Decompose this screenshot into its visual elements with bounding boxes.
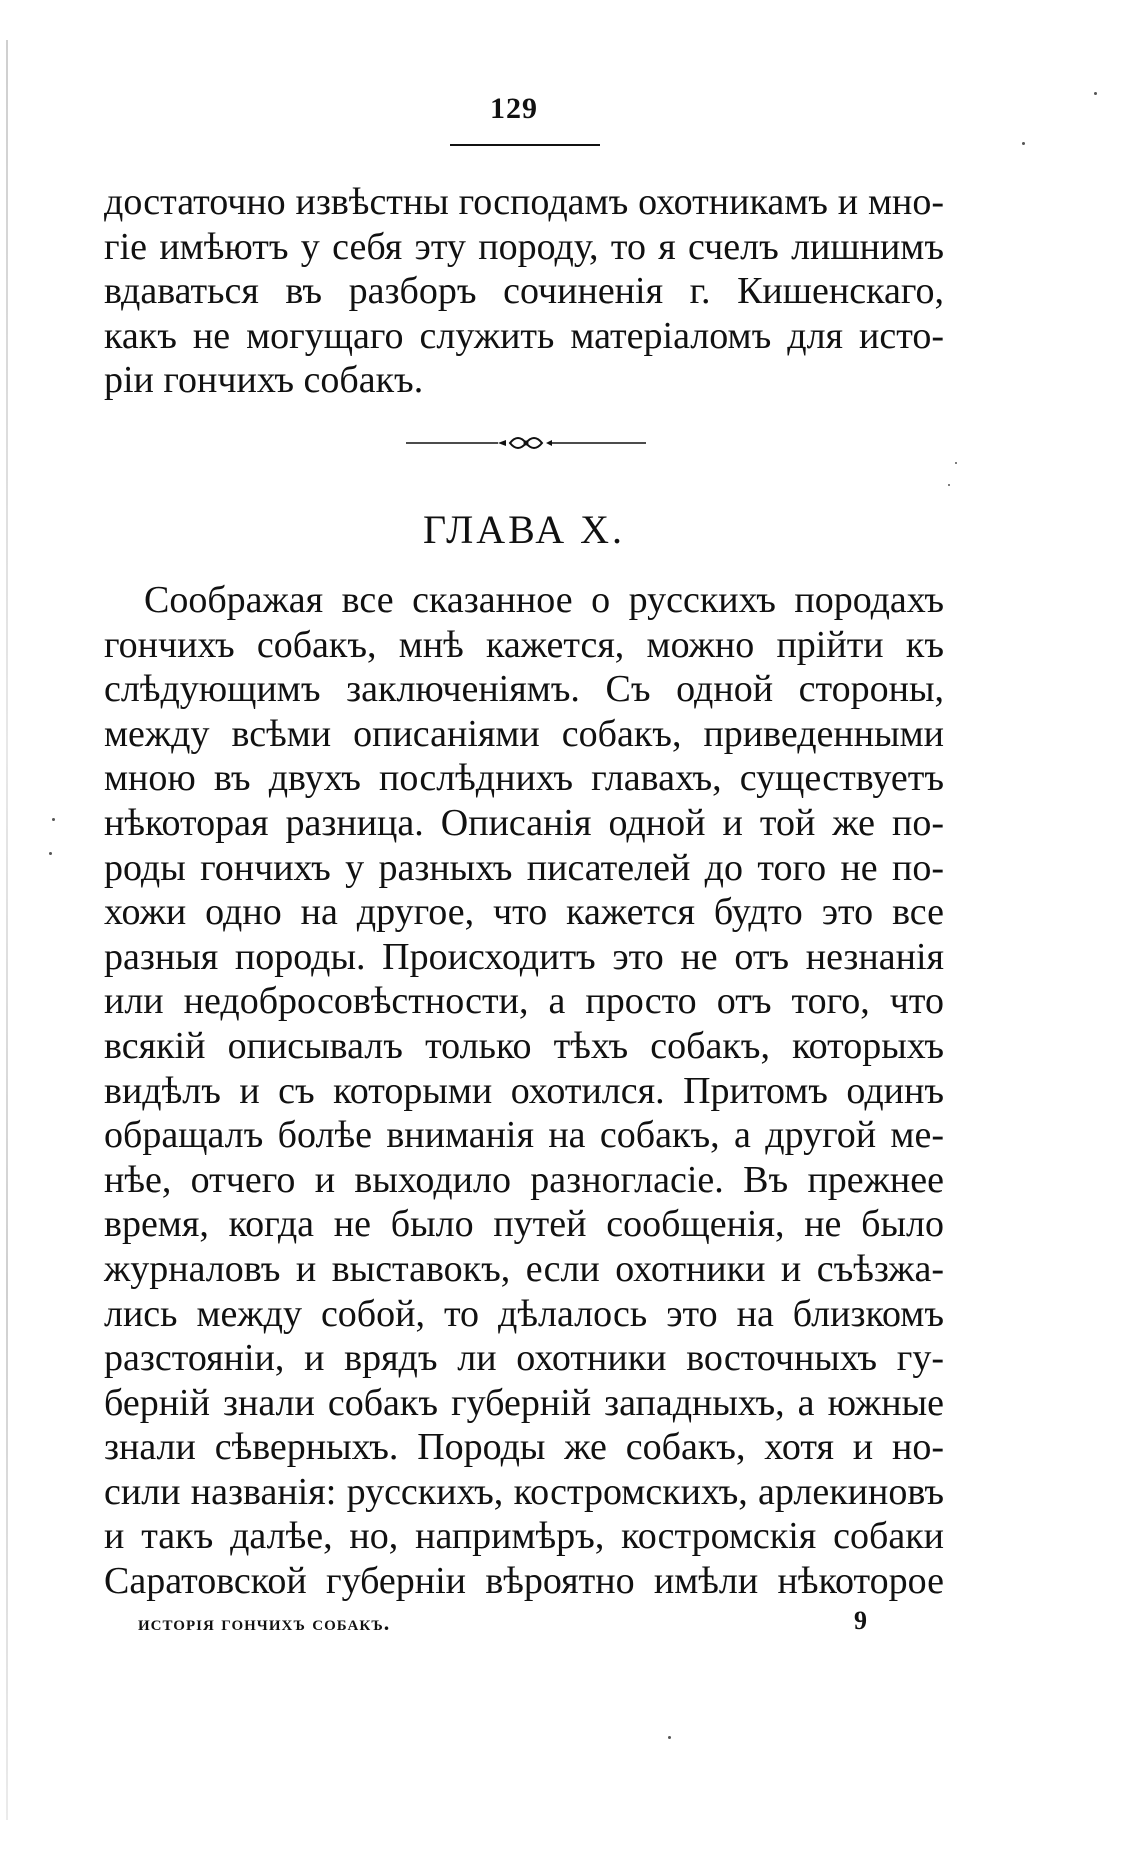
text-line: видѣлъ и съ которыми охотился. Притомъ одинъ [104, 1069, 944, 1112]
text-line: сили названія: русскихъ, костромскихъ, арлекиновъ [104, 1470, 944, 1513]
text-line: или недобросовѣстности, а просто отъ того, что [104, 980, 944, 1023]
continued-paragraph [104, 180, 944, 403]
scan-speck [1094, 92, 1097, 95]
text-line: обращалъ болѣе вниманія на собакъ, а другой ме- [104, 1114, 944, 1157]
text-line: между всѣми описаніями собакъ, приведенными [104, 712, 944, 755]
page-number-rule [450, 144, 600, 146]
page-edge-shadow [6, 40, 8, 1820]
text-line: и такъ далѣе, но, напримѣръ, костромскія собаки [104, 1515, 944, 1558]
text-line: вдаваться въ разборъ сочиненія г. Кишенскаго, [104, 270, 944, 313]
chapter-title: ГЛАВА X. [422, 507, 626, 552]
text-line: берній знали собакъ губерній западныхъ, а южные [104, 1381, 944, 1424]
text-line: хожи одно на другое, что кажется будто это все [104, 891, 944, 934]
text-line: время, когда не было путей сообщенія, не было [104, 1203, 944, 1246]
text-line: гіе имѣютъ у себя эту породу, то я счелъ лишнимъ [104, 225, 944, 268]
text-line: мною въ двухъ послѣднихъ главахъ, существуетъ [104, 757, 944, 800]
text-line: нѣкоторая разница. Описанія одной и той же по- [104, 801, 944, 844]
text-line: ріи гончихъ собакъ. [104, 359, 424, 402]
text-line: разстояніи, и врядъ ли охотники восточныхъ гу- [104, 1337, 944, 1380]
text-line: Саратовской губерніи вѣроятно имѣли нѣкоторое [104, 1560, 944, 1603]
text-line: нѣе, отчего и выходило разногласіе. Въ прежнее [104, 1158, 944, 1201]
text-line: всякій описывалъ только тѣхъ собакъ, которыхъ [104, 1024, 944, 1067]
scan-speck [49, 852, 52, 855]
signature-title: исторія гончихъ собакъ. [138, 1610, 391, 1635]
page-footer [138, 1606, 868, 1644]
text-line: достаточно извѣстны господамъ охотникамъ и мно- [104, 181, 944, 223]
text-line: лись между собой, то дѣлалось это на близкомъ [104, 1292, 944, 1335]
text-line: какъ не могущаго служить матеріаломъ для исто- [104, 314, 944, 357]
scan-speck [52, 818, 55, 821]
text-line: Соображая все сказанное о русскихъ породахъ [144, 579, 944, 621]
scan-speck [948, 484, 950, 486]
text-line: слѣдующимъ заключеніямъ. Съ одной стороны, [104, 668, 944, 711]
scan-speck [1022, 142, 1025, 145]
text-line: журналовъ и выставокъ, если охотники и съѣзжа- [104, 1247, 944, 1290]
section-divider-ornament [406, 428, 646, 458]
scan-speck [668, 1736, 671, 1739]
text-line: роды гончихъ у разныхъ писателей до того не по- [104, 846, 944, 889]
signature-mark: 9 [854, 1606, 868, 1635]
scan-speck [955, 462, 957, 464]
text-line: знали сѣверныхъ. Породы же собакъ, хотя и но- [104, 1426, 944, 1469]
text-line: гончихъ собакъ, мнѣ кажется, можно прійти къ [104, 623, 944, 666]
text-line: разныя породы. Происходитъ это не отъ незнанія [104, 935, 944, 978]
chapter-paragraph [104, 578, 944, 1604]
page-number: 129 [490, 92, 538, 125]
